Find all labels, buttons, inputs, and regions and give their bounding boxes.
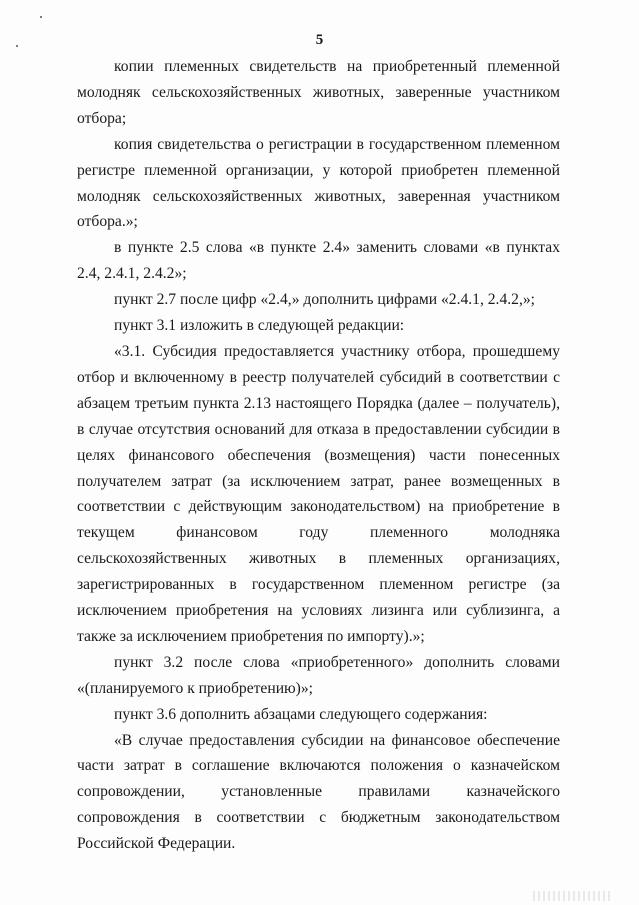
paragraph-item-3-2: пункт 3.2 после слова «приобретенного» дополнить словами «(планируемого к приобретению)»; <box>77 653 560 697</box>
paragraph-item-3-1-text: «3.1. Субсидия предоставляется участнику отбора, прошедшему отбор и включенному в реестр получателей субсидий в соответствии с абзацем третьим пункта 2.13 настоящего Порядка (далее – получатель), в случае отсутствия оснований для отказа в предоставлении субсидии в целях финансового обеспечения (возмещения) части понесенных получателем затрат (за исключением затрат, ранее возмещенных в соответствии с действующим законодательством) на приобретение в текущем финансовом году племенного молодняка сельскохозяйственных животных в племенных организациях, зарегистрированных в государственном племенном регистре (за исключением приобретения на условиях лизинга или сублизинга, а также за исключением приобретения по импорту).»; <box>77 342 560 645</box>
document-body <box>77 54 560 857</box>
page-number: 5 <box>315 32 324 48</box>
scan-artifact <box>533 891 611 901</box>
scan-speck <box>40 16 42 18</box>
paragraph-item-3-6-intro: пункт 3.6 дополнить абзацами следующего содержания: <box>114 705 488 723</box>
paragraph-item-3-6-text: «В случае предоставления субсидии на финансовое обеспечение части затрат в соглашение включаются положения о казначейском сопровождении, установленные правилами казначейского сопровождения в соответствии с бюджетным законодательством Российской Федерации. <box>77 731 560 853</box>
paragraph-item-2-5: в пункте 2.5 слова «в пункте 2.4» заменить словами «в пунктах 2.4, 2.4.1, 2.4.2»; <box>77 239 560 283</box>
paragraph-item-3-1-intro: пункт 3.1 изложить в следующей редакции: <box>114 317 405 335</box>
paragraph-item-2-7: пункт 2.7 после цифр «2.4,» дополнить цифрами «2.4.1, 2.4.2,»; <box>114 291 535 309</box>
paragraph-breeding-certificates: копии племенных свидетельств на приобретенный племенной молодняк сельскохозяйственных животных, заверенные участником отбора; <box>77 58 560 127</box>
paragraph-registration-certificate: копия свидетельства о регистрации в государственном племенном регистре племенной организации, у которой приобретен племенной молодняк сельскохозяйственных животных, заверенная участником отбора.»; <box>77 135 560 231</box>
